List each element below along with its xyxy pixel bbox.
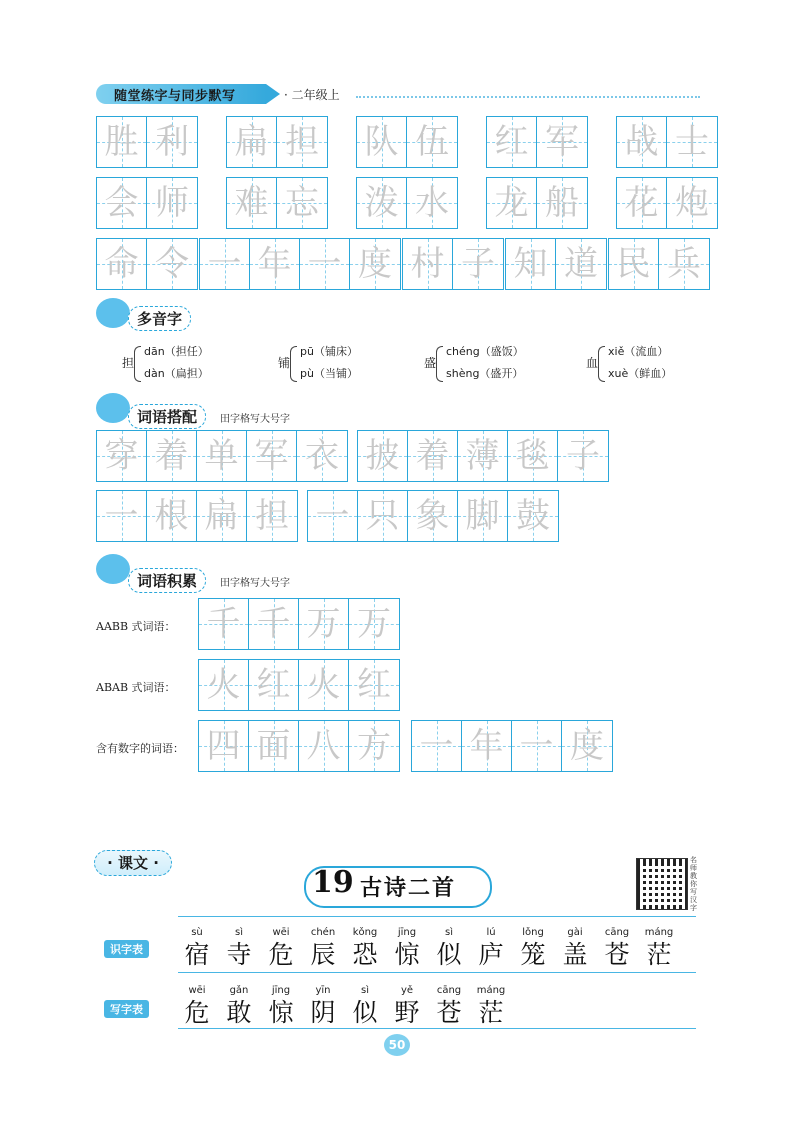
grid-cell[interactable] (147, 117, 197, 167)
tianzige-grid[interactable] (96, 116, 198, 168)
qr-note: 名师教你写汉字 (690, 856, 697, 912)
trace-character: 炮 (675, 183, 709, 223)
grid-cell[interactable] (227, 178, 277, 228)
polyphone-char: 铺 (278, 356, 291, 370)
character: 庐 (478, 940, 504, 969)
reading: xuè（鲜血） (608, 367, 673, 380)
trace-character: 方 (357, 726, 391, 766)
trace-character: 万 (357, 604, 391, 644)
character: 危 (268, 940, 294, 969)
trace-character: 子 (566, 436, 600, 476)
grid-cell[interactable] (458, 491, 508, 541)
hanzi-item (176, 984, 218, 1028)
trace-character: 一 (519, 726, 554, 766)
trace-character: 道 (564, 244, 598, 284)
trace-character: 根 (154, 496, 189, 536)
trace-character: 年 (469, 726, 504, 766)
trace-character: 火 (206, 665, 241, 705)
trace-character: 年 (257, 244, 292, 284)
grid-cell[interactable] (247, 431, 297, 481)
hanzi-item (386, 984, 428, 1028)
hanzi-item (260, 926, 302, 970)
hanzi-item (344, 926, 386, 970)
word-type-label: AABB 式词语： (96, 620, 176, 633)
grid-cell[interactable] (249, 721, 299, 771)
word-type-label: 含有数字的词语： (96, 742, 184, 755)
pinyin: sì (235, 927, 243, 938)
tianzige-grid[interactable] (226, 116, 328, 168)
grid-cell[interactable] (249, 599, 299, 649)
word-type-label: ABAB 式词语： (96, 681, 176, 694)
grid-cell[interactable] (508, 491, 558, 541)
collocation-note: 田字格写大号字 (220, 414, 290, 425)
pinyin: sì (445, 927, 453, 938)
grid-cell[interactable] (308, 491, 358, 541)
header-subtitle: · 二年级上 (284, 88, 340, 102)
pinyin: lú (486, 927, 496, 938)
grid-cell[interactable] (487, 117, 537, 167)
tianzige-grid[interactable] (226, 177, 328, 229)
trace-character: 难 (234, 183, 269, 223)
trace-character: 龙 (494, 183, 529, 223)
pinyin: yīn (315, 985, 331, 996)
reading: pù（当铺） (300, 367, 358, 380)
character: 野 (394, 998, 420, 1027)
grid-cell[interactable] (506, 239, 556, 289)
trace-character: 单 (204, 436, 239, 476)
tianzige-grid[interactable] (96, 177, 198, 229)
tianzige-grid[interactable] (96, 490, 298, 542)
trace-character: 面 (256, 726, 291, 766)
hanzi-item (344, 984, 386, 1028)
frog-icon (96, 298, 130, 328)
grid-cell[interactable] (408, 491, 458, 541)
grid-cell[interactable] (407, 178, 457, 228)
grid-cell[interactable] (97, 239, 147, 289)
hanzi-item (302, 926, 344, 970)
trace-character: 一 (315, 496, 350, 536)
grid-cell[interactable] (200, 239, 250, 289)
trace-character: 村 (410, 244, 445, 284)
grid-cell[interactable] (358, 431, 408, 481)
trace-character: 着 (415, 436, 450, 476)
hanzi-item (260, 984, 302, 1028)
grid-cell[interactable] (97, 431, 147, 481)
pinyin: máng (476, 985, 506, 996)
pinyin: jīng (397, 927, 417, 938)
grid-cell[interactable] (508, 431, 558, 481)
trace-character: 兵 (667, 244, 701, 284)
hanzi-item (512, 926, 554, 970)
trace-character: 民 (616, 244, 651, 284)
accumulation-note: 田字格写大号字 (220, 578, 290, 589)
hanzi-item (428, 984, 470, 1028)
grid-cell[interactable] (403, 239, 453, 289)
reading: pū（铺床） (300, 345, 358, 358)
grid-cell[interactable] (199, 660, 249, 710)
character: 苍 (436, 998, 462, 1027)
recognize-table-label: 识字表 (104, 940, 149, 958)
trace-character: 穿 (104, 436, 139, 476)
trace-character: 会 (104, 183, 139, 223)
trace-character: 度 (570, 726, 604, 766)
brace (436, 346, 443, 382)
pinyin: gài (567, 927, 583, 938)
grid-cell[interactable] (462, 721, 512, 771)
tianzige-grid[interactable] (356, 116, 458, 168)
reading: shèng（盛开） (446, 367, 524, 380)
grid-cell[interactable] (667, 117, 717, 167)
grid-cell[interactable] (147, 178, 197, 228)
header-divider (356, 96, 700, 98)
grid-cell[interactable] (199, 599, 249, 649)
pinyin: cāng (604, 927, 630, 938)
trace-character: 四 (206, 726, 241, 766)
pinyin: sì (361, 985, 369, 996)
grid-cell[interactable] (299, 660, 349, 710)
grid-cell[interactable] (297, 431, 347, 481)
polyphone-char: 盛 (424, 356, 437, 370)
trace-character: 一 (307, 244, 342, 284)
tianzige-grid[interactable] (505, 238, 607, 290)
trace-character: 利 (155, 122, 189, 162)
brace (290, 346, 297, 382)
hanzi-item (554, 926, 596, 970)
trace-character: 象 (415, 496, 450, 536)
pinyin: máng (644, 927, 674, 938)
trace-character: 师 (155, 183, 189, 223)
grid-cell[interactable] (357, 117, 407, 167)
grid-cell[interactable] (250, 239, 300, 289)
reading: xiě（流血） (608, 345, 669, 358)
tianzige-grid[interactable] (198, 720, 400, 772)
trace-character: 子 (461, 244, 495, 284)
grid-cell[interactable] (97, 117, 147, 167)
grid-cell[interactable] (667, 178, 717, 228)
character: 寺 (226, 940, 252, 969)
grid-cell[interactable] (349, 660, 399, 710)
lesson-title: 古诗二首 (360, 875, 457, 901)
write-table-label: 写字表 (104, 1000, 149, 1018)
trace-character: 军 (545, 122, 579, 162)
grid-cell[interactable] (659, 239, 709, 289)
grid-cell[interactable] (199, 721, 249, 771)
polyphone-char: 担 (122, 356, 135, 370)
character: 危 (184, 998, 210, 1027)
tianzige-grid[interactable] (486, 177, 588, 229)
grid-cell[interactable] (537, 178, 587, 228)
tianzige-grid[interactable] (96, 238, 198, 290)
tianzige-grid[interactable] (486, 116, 588, 168)
reading: chéng（盛饭） (446, 345, 524, 358)
trace-character: 伍 (415, 122, 449, 162)
pinyin: chén (310, 927, 336, 938)
trace-character: 船 (545, 183, 579, 223)
tianzige-grid[interactable] (199, 238, 401, 290)
hanzi-item (638, 926, 680, 970)
trace-character: 千 (256, 604, 291, 644)
grid-cell[interactable] (458, 431, 508, 481)
grid-cell[interactable] (249, 660, 299, 710)
trace-character: 万 (306, 604, 341, 644)
grid-cell[interactable] (349, 599, 399, 649)
grid-cell[interactable] (453, 239, 503, 289)
trace-character: 扁 (204, 496, 239, 536)
reading: dān（担任） (144, 345, 209, 358)
trace-character: 战 (624, 122, 659, 162)
trace-character: 知 (513, 244, 548, 284)
trace-character: 八 (306, 726, 341, 766)
trace-character: 担 (255, 496, 289, 536)
grid-cell[interactable] (147, 431, 197, 481)
grid-cell[interactable] (357, 178, 407, 228)
grid-cell[interactable] (97, 178, 147, 228)
write-characters (176, 984, 512, 1028)
trace-character: 红 (256, 665, 291, 705)
grid-cell[interactable] (617, 117, 667, 167)
character: 似 (436, 940, 462, 969)
grid-cell[interactable] (617, 178, 667, 228)
tianzige-grid[interactable] (402, 238, 504, 290)
tianzige-grid[interactable] (356, 177, 458, 229)
trace-character: 红 (357, 665, 391, 705)
grid-cell[interactable] (609, 239, 659, 289)
lesson-number: 19 (312, 865, 354, 900)
character: 盖 (562, 940, 588, 969)
grid-cell[interactable] (412, 721, 462, 771)
grid-cell[interactable] (562, 721, 612, 771)
grid-cell[interactable] (349, 721, 399, 771)
grid-cell[interactable] (358, 491, 408, 541)
tianzige-grid[interactable] (616, 116, 718, 168)
trace-character: 脚 (465, 496, 500, 536)
character: 辰 (310, 940, 336, 969)
header-title: 随堂练字与同步默写 (114, 89, 236, 104)
trace-character: 一 (419, 726, 454, 766)
pinyin: yě (400, 985, 414, 996)
trace-character: 扁 (234, 122, 269, 162)
character: 恐 (352, 940, 378, 969)
trace-character: 千 (206, 604, 241, 644)
qr-code-icon[interactable] (636, 858, 688, 910)
tianzige-grid[interactable] (411, 720, 613, 772)
trace-character: 士 (675, 122, 709, 162)
tianzige-grid[interactable] (96, 430, 348, 482)
collocation-label: 词语搭配 (128, 404, 206, 429)
trace-character: 毯 (515, 436, 550, 476)
grid-cell[interactable] (512, 721, 562, 771)
trace-character: 军 (254, 436, 289, 476)
grid-cell[interactable] (537, 117, 587, 167)
grid-cell[interactable] (300, 239, 350, 289)
grid-cell[interactable] (556, 239, 606, 289)
trace-character: 水 (415, 183, 449, 223)
hanzi-item (386, 926, 428, 970)
hanzi-item (302, 984, 344, 1028)
trace-character: 红 (494, 122, 529, 162)
pinyin: lǒng (522, 927, 544, 938)
character: 茫 (478, 998, 504, 1027)
pinyin: wēi (188, 985, 206, 996)
character: 似 (352, 998, 378, 1027)
table-rule (178, 1028, 696, 1029)
trace-character: 着 (154, 436, 189, 476)
trace-character: 度 (358, 244, 392, 284)
pinyin: kǒng (352, 927, 378, 938)
character: 阴 (310, 998, 336, 1027)
character: 宿 (184, 940, 210, 969)
trace-character: 泼 (364, 183, 399, 223)
page-number: 50 (384, 1034, 410, 1056)
polyphone-label: 多音字 (128, 306, 191, 331)
character: 笼 (520, 940, 546, 969)
tianzige-grid[interactable] (616, 177, 718, 229)
reading: dàn（扁担） (144, 367, 209, 380)
trace-character: 一 (207, 244, 242, 284)
trace-character: 队 (364, 122, 399, 162)
grid-cell[interactable] (407, 117, 457, 167)
hanzi-item (470, 926, 512, 970)
table-rule (178, 916, 696, 917)
grid-cell[interactable] (197, 431, 247, 481)
grid-cell[interactable] (299, 721, 349, 771)
tianzige-grid[interactable] (357, 430, 609, 482)
trace-character: 担 (285, 122, 319, 162)
trace-character: 胜 (104, 122, 139, 162)
trace-character: 只 (365, 496, 400, 536)
grid-cell[interactable] (277, 117, 327, 167)
pinyin: cāng (436, 985, 462, 996)
trace-character: 花 (624, 183, 659, 223)
trace-character: 一 (104, 496, 139, 536)
trace-character: 鼓 (516, 496, 550, 536)
trace-character: 令 (155, 244, 189, 284)
lesson-section-label: · 课文 · (94, 850, 172, 876)
grid-cell[interactable] (487, 178, 537, 228)
grid-cell[interactable] (350, 239, 400, 289)
trace-character: 忘 (285, 183, 319, 223)
trace-character: 薄 (465, 436, 500, 476)
pinyin: gǎn (229, 985, 249, 996)
character: 惊 (394, 940, 420, 969)
hanzi-item (470, 984, 512, 1028)
grid-cell[interactable] (299, 599, 349, 649)
table-rule (178, 972, 696, 973)
rabbit-icon (96, 554, 130, 584)
tianzige-grid[interactable] (198, 598, 400, 650)
grid-cell[interactable] (147, 491, 197, 541)
hanzi-item (176, 926, 218, 970)
grid-cell[interactable] (147, 239, 197, 289)
pinyin: wēi (272, 927, 290, 938)
hanzi-item (218, 926, 260, 970)
trace-character: 火 (306, 665, 341, 705)
recognize-characters (176, 926, 680, 970)
tianzige-grid[interactable] (198, 659, 400, 711)
grid-cell[interactable] (558, 431, 608, 481)
grid-cell[interactable] (277, 178, 327, 228)
character: 茫 (646, 940, 672, 969)
tianzige-grid[interactable] (307, 490, 559, 542)
character: 惊 (268, 998, 294, 1027)
trace-character: 衣 (305, 436, 339, 476)
trace-character: 命 (104, 244, 139, 284)
brace (598, 346, 605, 382)
tianzige-grid[interactable] (608, 238, 710, 290)
grid-cell[interactable] (408, 431, 458, 481)
grid-cell[interactable] (197, 491, 247, 541)
bear-icon (96, 393, 130, 423)
character: 苍 (604, 940, 630, 969)
hanzi-item (596, 926, 638, 970)
grid-cell[interactable] (97, 491, 147, 541)
grid-cell[interactable] (227, 117, 277, 167)
trace-character: 披 (365, 436, 400, 476)
pinyin: sù (191, 927, 203, 938)
pinyin: jīng (271, 985, 291, 996)
hanzi-item (218, 984, 260, 1028)
hanzi-item (428, 926, 470, 970)
grid-cell[interactable] (247, 491, 297, 541)
accumulation-label: 词语积累 (128, 568, 206, 593)
character: 敢 (226, 998, 252, 1027)
brace (134, 346, 141, 382)
polyphone-char: 血 (586, 356, 599, 370)
